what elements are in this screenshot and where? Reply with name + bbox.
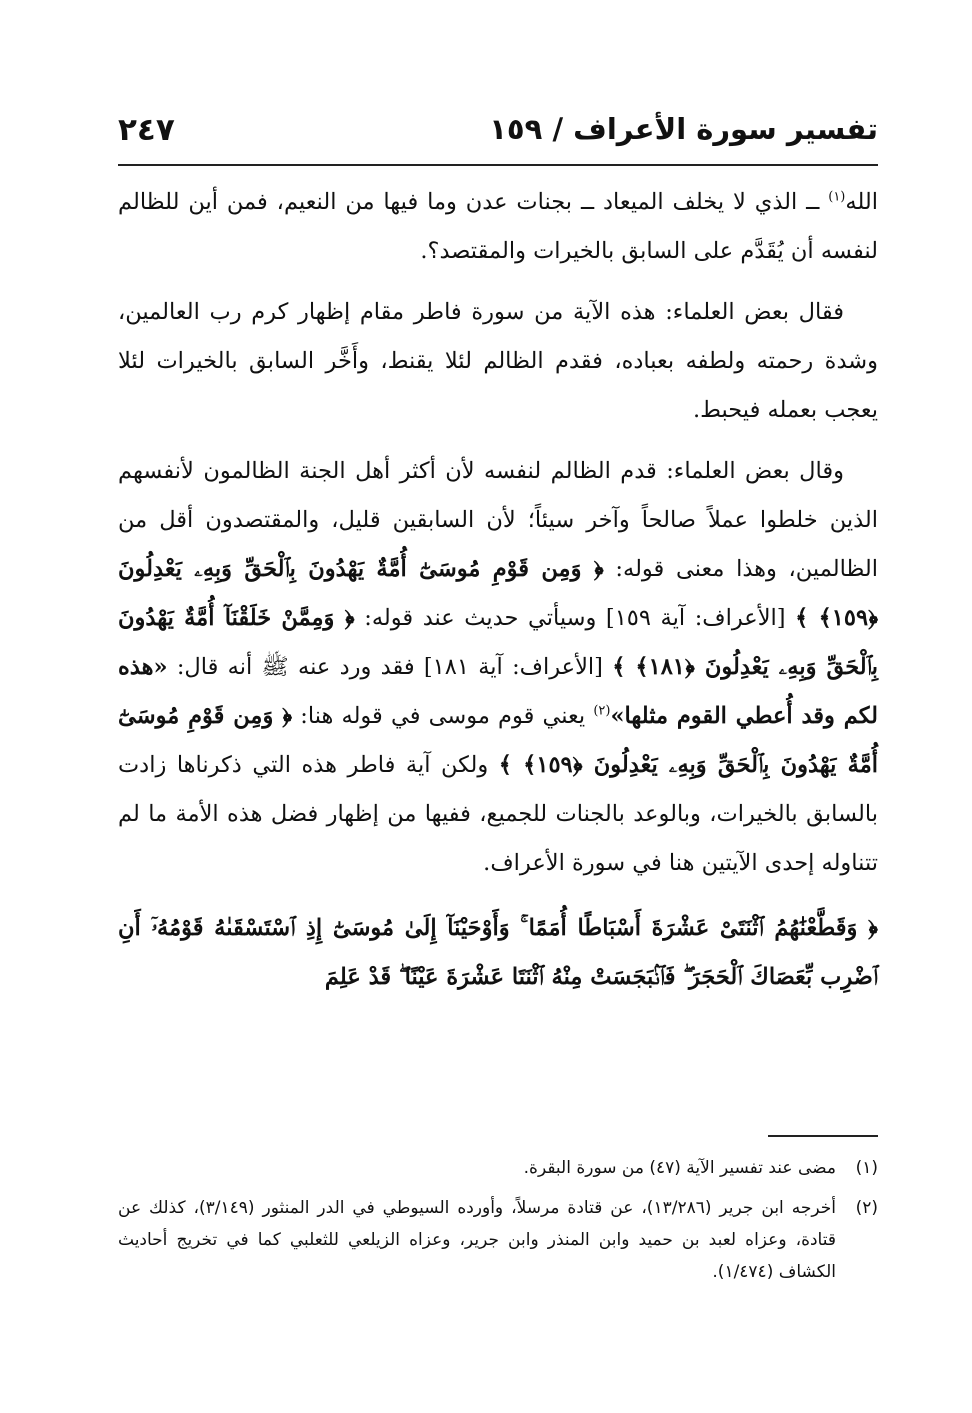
paragraph-2: فقال بعض العلماء: هذه الآية من سورة فاطر مقام إظهار كرم رب العالمين، وشدة رحمته ولطفه بعباده، فقدم الظالم لئلا يقنط، وأَخَّر السابق بالخيرات لئلا يعجب بعمله فيحبط. <box>118 299 878 423</box>
text-segment: يعني قوم موسى في قوله هنا: <box>292 703 594 729</box>
quran-verse: ﴿ وَمِن قَوْمِ مُوسَىٰٓ أُمَّةٌ يَهْدُونَ بِٱلْحَقِّ وَبِهِۦ يَعْدِلُونَ ﴿١٥٩﴾ ﴾ <box>118 556 879 631</box>
footnote-ref: (٢) <box>593 703 611 719</box>
footnote-divider <box>768 1135 878 1137</box>
text-segment: ولكن آية فاطر هذه التي ذكرناها زادت بالسابق بالخيرات، وبالوعد بالجنات للجميع، ففيها من إظهار فضل هذه الأمة ما لم تتناوله إحدى الآيتين هنا في سورة الأعراف. <box>118 752 878 876</box>
header-divider <box>118 164 878 166</box>
footnote-number: (٢) <box>855 1198 878 1218</box>
text-segment: وقال بعض العلماء: قدم الظالم لنفسه لأن أكثر أهل الجنة الظالمون لأنفسهم الذين خلطوا عملاً صالحاً وآخر سيئاً؛ لأن السابقين قليل، والمقتصدون أقل من الظالمين، وهذا معنى قوله: <box>118 458 879 582</box>
footnote-text: أخرجه ابن جرير (١٣/٢٨٦)، عن قتادة مرسلاً، وأورده السيوطي في الدر المنثور (٣/١٤٩)، كذلك عن قتادة، وعزاه لعبد بن حميد وابن المنذر وابن جرير، وعزاه الزيلعي للثعلبي كما في تخريج أحاديث الكشاف (١/٤٧٤). <box>118 1198 836 1282</box>
footnote-text: مضى عند تفسير الآية (٤٧) من سورة البقرة. <box>523 1158 836 1178</box>
quran-verse-heading: ﴿ وَقَطَّعْنَٰهُمُ ٱثْنَتَىْ عَشْرَةَ أَسْبَاطًا أُمَمًا ۚ وَأَوْحَيْنَآ إِلَىٰ مُوسَىٰٓ إِذِ ٱسْتَسْقَىٰهُ قَوْمُهُۥٓ أَنِ ٱضْرِب بِّعَصَاكَ ٱلْحَجَرَ ۖ فَٱنۢبَجَسَتْ مِنْهُ ٱثْنَتَا عَشْرَةَ عَيْنًا ۖ قَدْ عَلِمَ <box>118 915 878 990</box>
text-segment: ــ الذي لا يخلف الميعاد ــ بجنات عدن وما فيها من النعيم، فمن أين للظالم لنفسه أن يُقَدَّم على السابق بالخيرات والمقتصد؟. <box>118 189 878 264</box>
text-segment: الله <box>845 189 878 215</box>
page-header <box>118 112 878 160</box>
quran-verse: ﴿ وَمِن قَوْمِ مُوسَىٰٓ أُمَّةٌ يَهْدُونَ بِٱلْحَقِّ وَبِهِۦ يَعْدِلُونَ ﴿١٥٩﴾ ﴾ <box>118 703 878 778</box>
main-text <box>118 178 878 1014</box>
running-title: تفسير سورة الأعراف / ١٥٩ <box>489 112 878 146</box>
hadith-quote: «هذه لكم وقد أُعطي القوم مثلها» <box>118 654 878 729</box>
page-number: ٢٤٧ <box>118 112 175 148</box>
text-segment: [الأعراف: آية ١٨١] فقد ورد عنه ﷺ أنه قال: <box>167 654 613 680</box>
quran-verse: ﴿ وَمِمَّنْ خَلَقْنَآ أُمَّةٌ يَهْدُونَ بِٱلْحَقِّ وَبِهِۦ يَعْدِلُونَ ﴿١٨١﴾ ﴾ <box>118 605 879 680</box>
footnote-ref: (١) <box>828 189 846 205</box>
footnote-number: (١) <box>855 1158 878 1178</box>
paragraph-1 <box>118 178 878 276</box>
footnotes <box>118 1152 878 1296</box>
text-segment: [الأعراف: آية ١٥٩] وسيأتي حديث عند قوله: <box>354 605 796 631</box>
footnote-1 <box>118 1152 878 1184</box>
footnote-2 <box>118 1192 878 1288</box>
paragraph-3 <box>118 447 878 888</box>
